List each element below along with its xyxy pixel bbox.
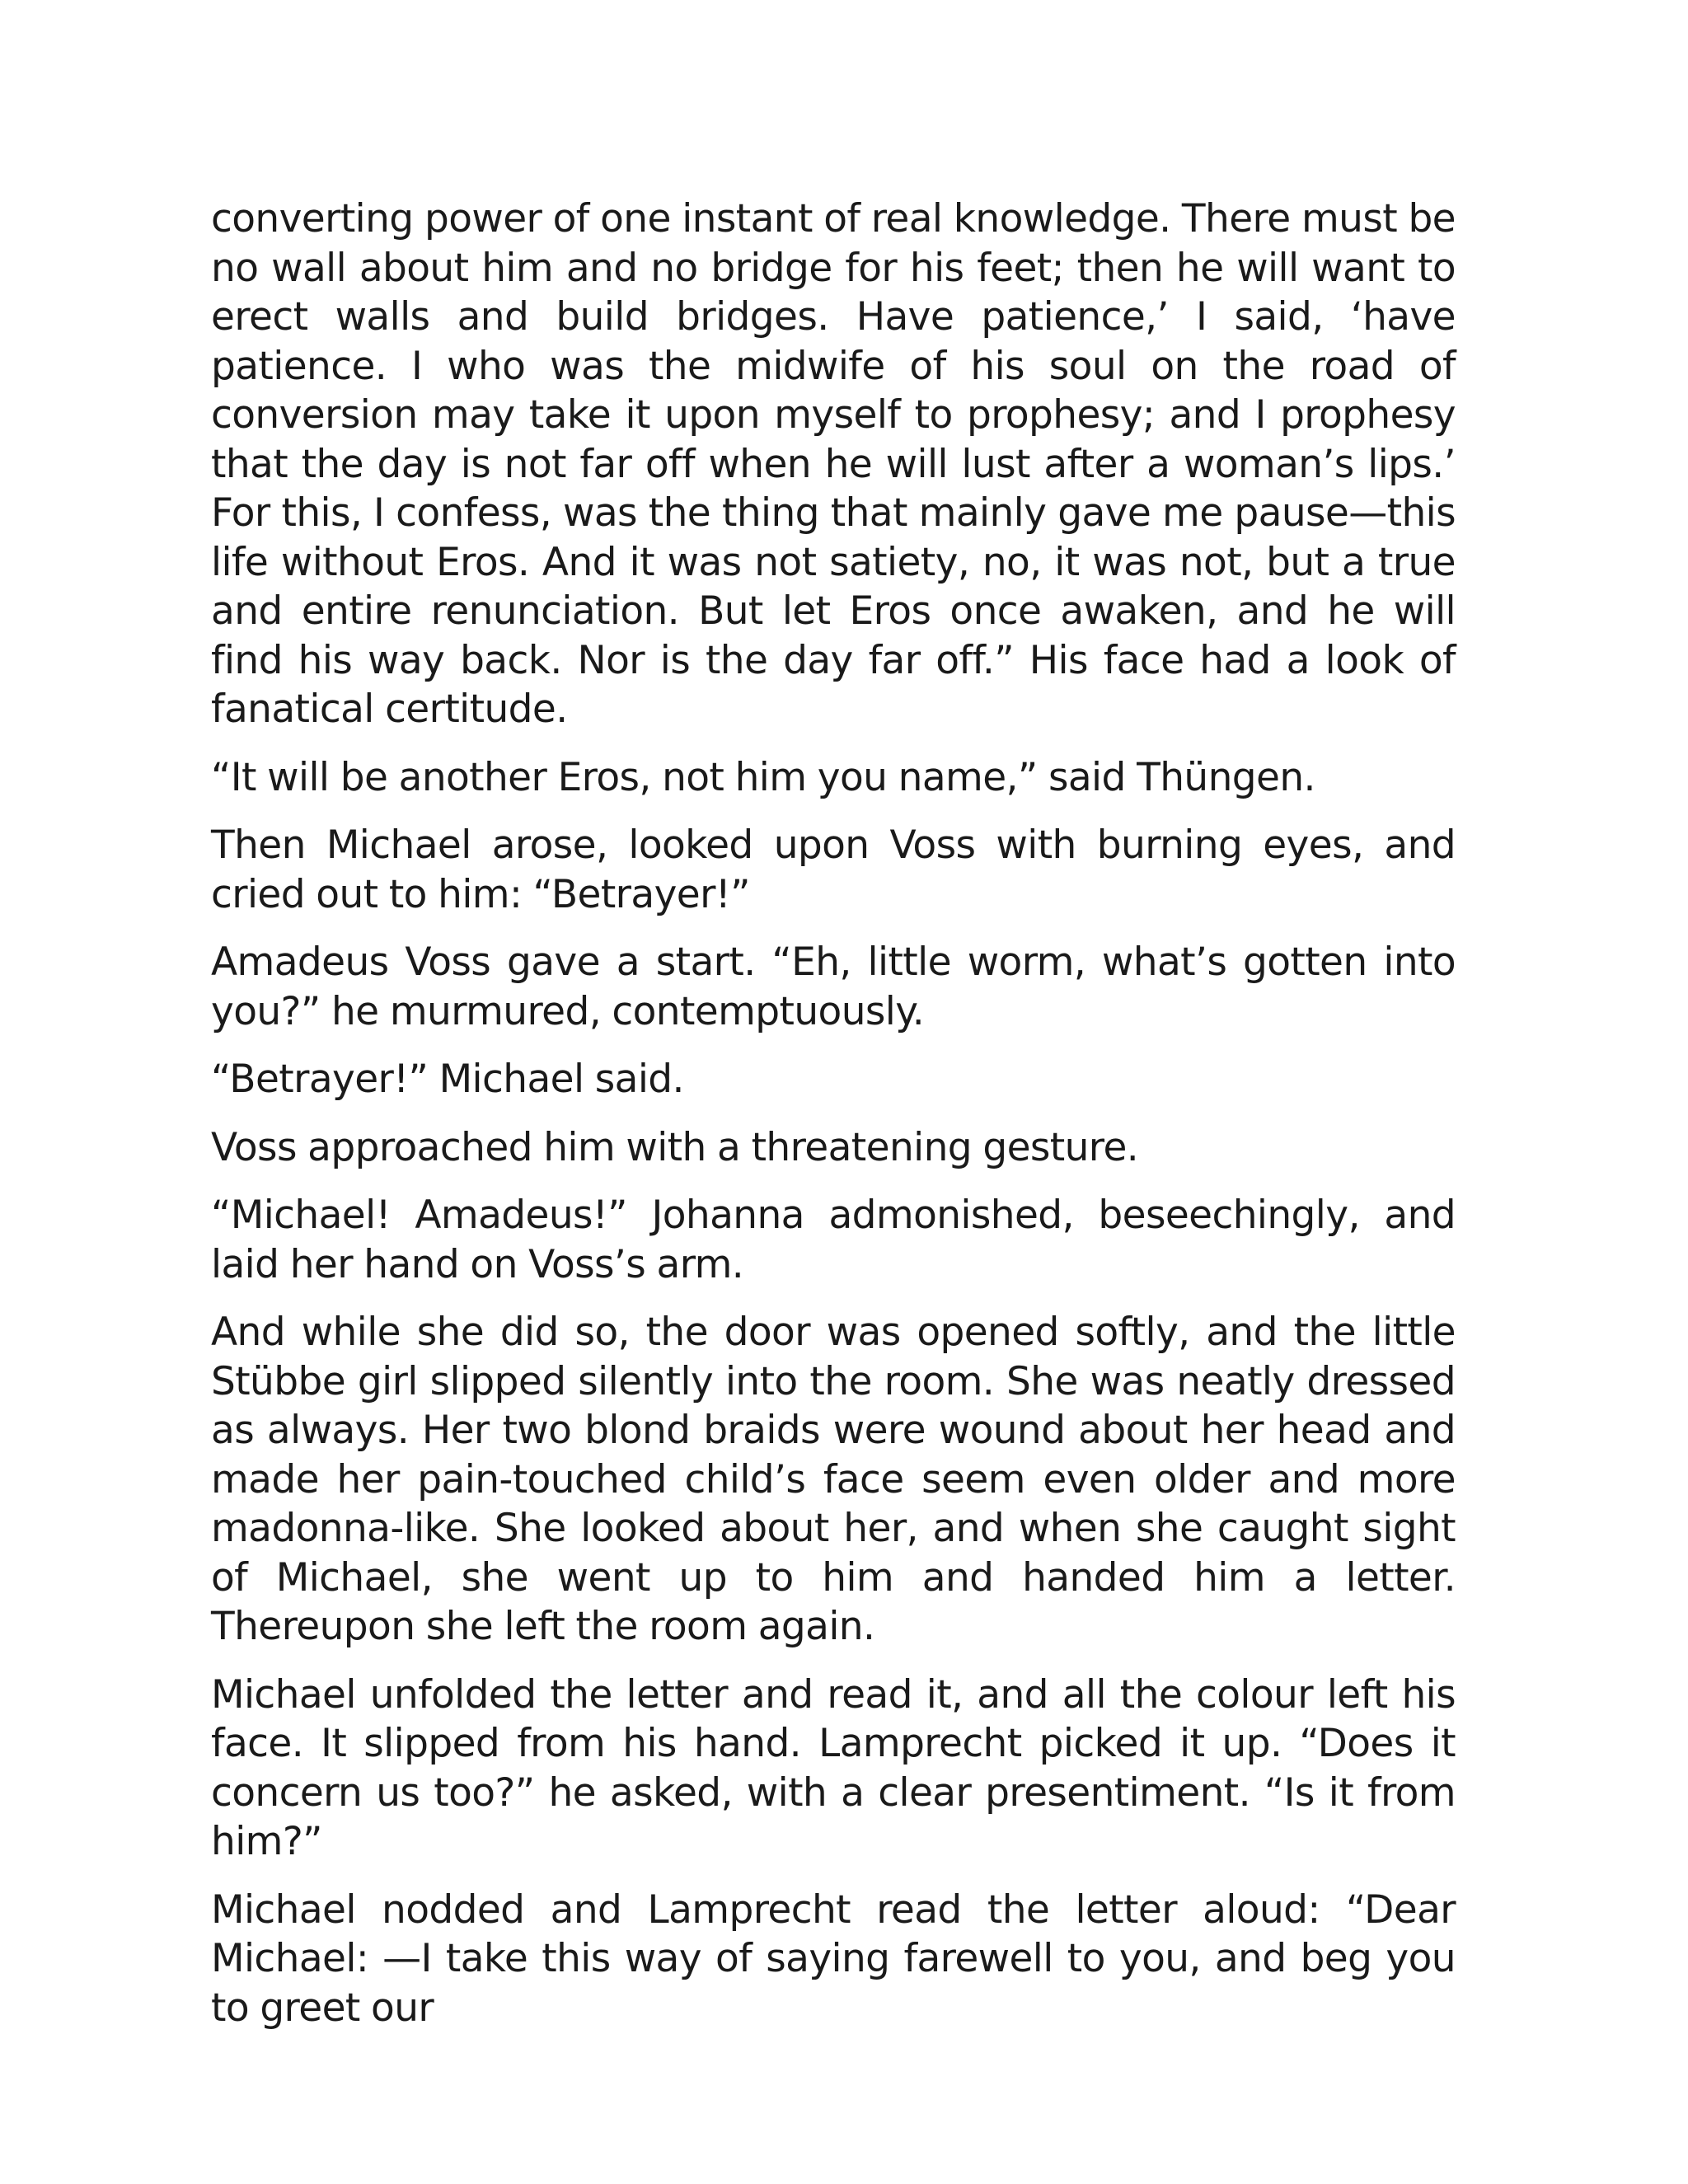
- paragraph: Then Michael arose, looked upon Voss with burning eyes, and cried out to him: “Betrayer!”: [211, 823, 1456, 917]
- paragraph: “It will be another Eros, not him you name,” said Thüngen.: [211, 754, 1315, 800]
- paragraph: And while she did so, the door was opened softly, and the little Stübbe girl slipped silently into the room. She was neatly dressed as always. Her two blond braids were wound about her head and made her pain-touched child’s face seem even older and more madonna-like. She looked about her, and when she caught sight of Michael, she went up to him and handed him a letter. Thereupon she left the room again.: [211, 1310, 1456, 1649]
- paragraph: Amadeus Voss gave a start. “Eh, little worm, what’s gotten into you?” he murmured, contemptuously.: [211, 940, 1456, 1034]
- paragraph: “Michael! Amadeus!” Johanna admonished, beseechingly, and laid her hand on Voss’s arm.: [211, 1193, 1456, 1287]
- paragraph: Michael nodded and Lamprecht read the letter aloud: “Dear Michael: —I take this way of saying farewell to you, and beg you to greet our: [211, 1886, 1456, 2031]
- paragraph: “Betrayer!” Michael said.: [211, 1057, 684, 1102]
- page-body-text: [211, 194, 1456, 2051]
- paragraph: Voss approached him with a threatening gesture.: [211, 1124, 1139, 1170]
- paragraph: converting power of one instant of real knowledge. There must be no wall about him and no bridge for his feet; then he will want to erect walls and build bridges. Have patience,’ I said, ‘have patience. I who was the midwife of his soul on the road of conversion may take it upon myself to prophesy; and I prophesy that the day is not far off when he will lust after a woman’s lips.’ For this, I confess, was the thing that mainly gave me pause—this life without Eros. And it was not satiety, no, it was not, but a true and entire renunciation. But let Eros once awaken, and he will find his way back. Nor is the day far off.” His face had a look of fanatical certitude.: [211, 196, 1456, 732]
- paragraph: Michael unfolded the letter and read it, and all the colour left his face. It slipped from his hand. Lamprecht picked it up. “Does it concern us too?” he asked, with a clear presentiment. “Is it from him?”: [211, 1671, 1456, 1864]
